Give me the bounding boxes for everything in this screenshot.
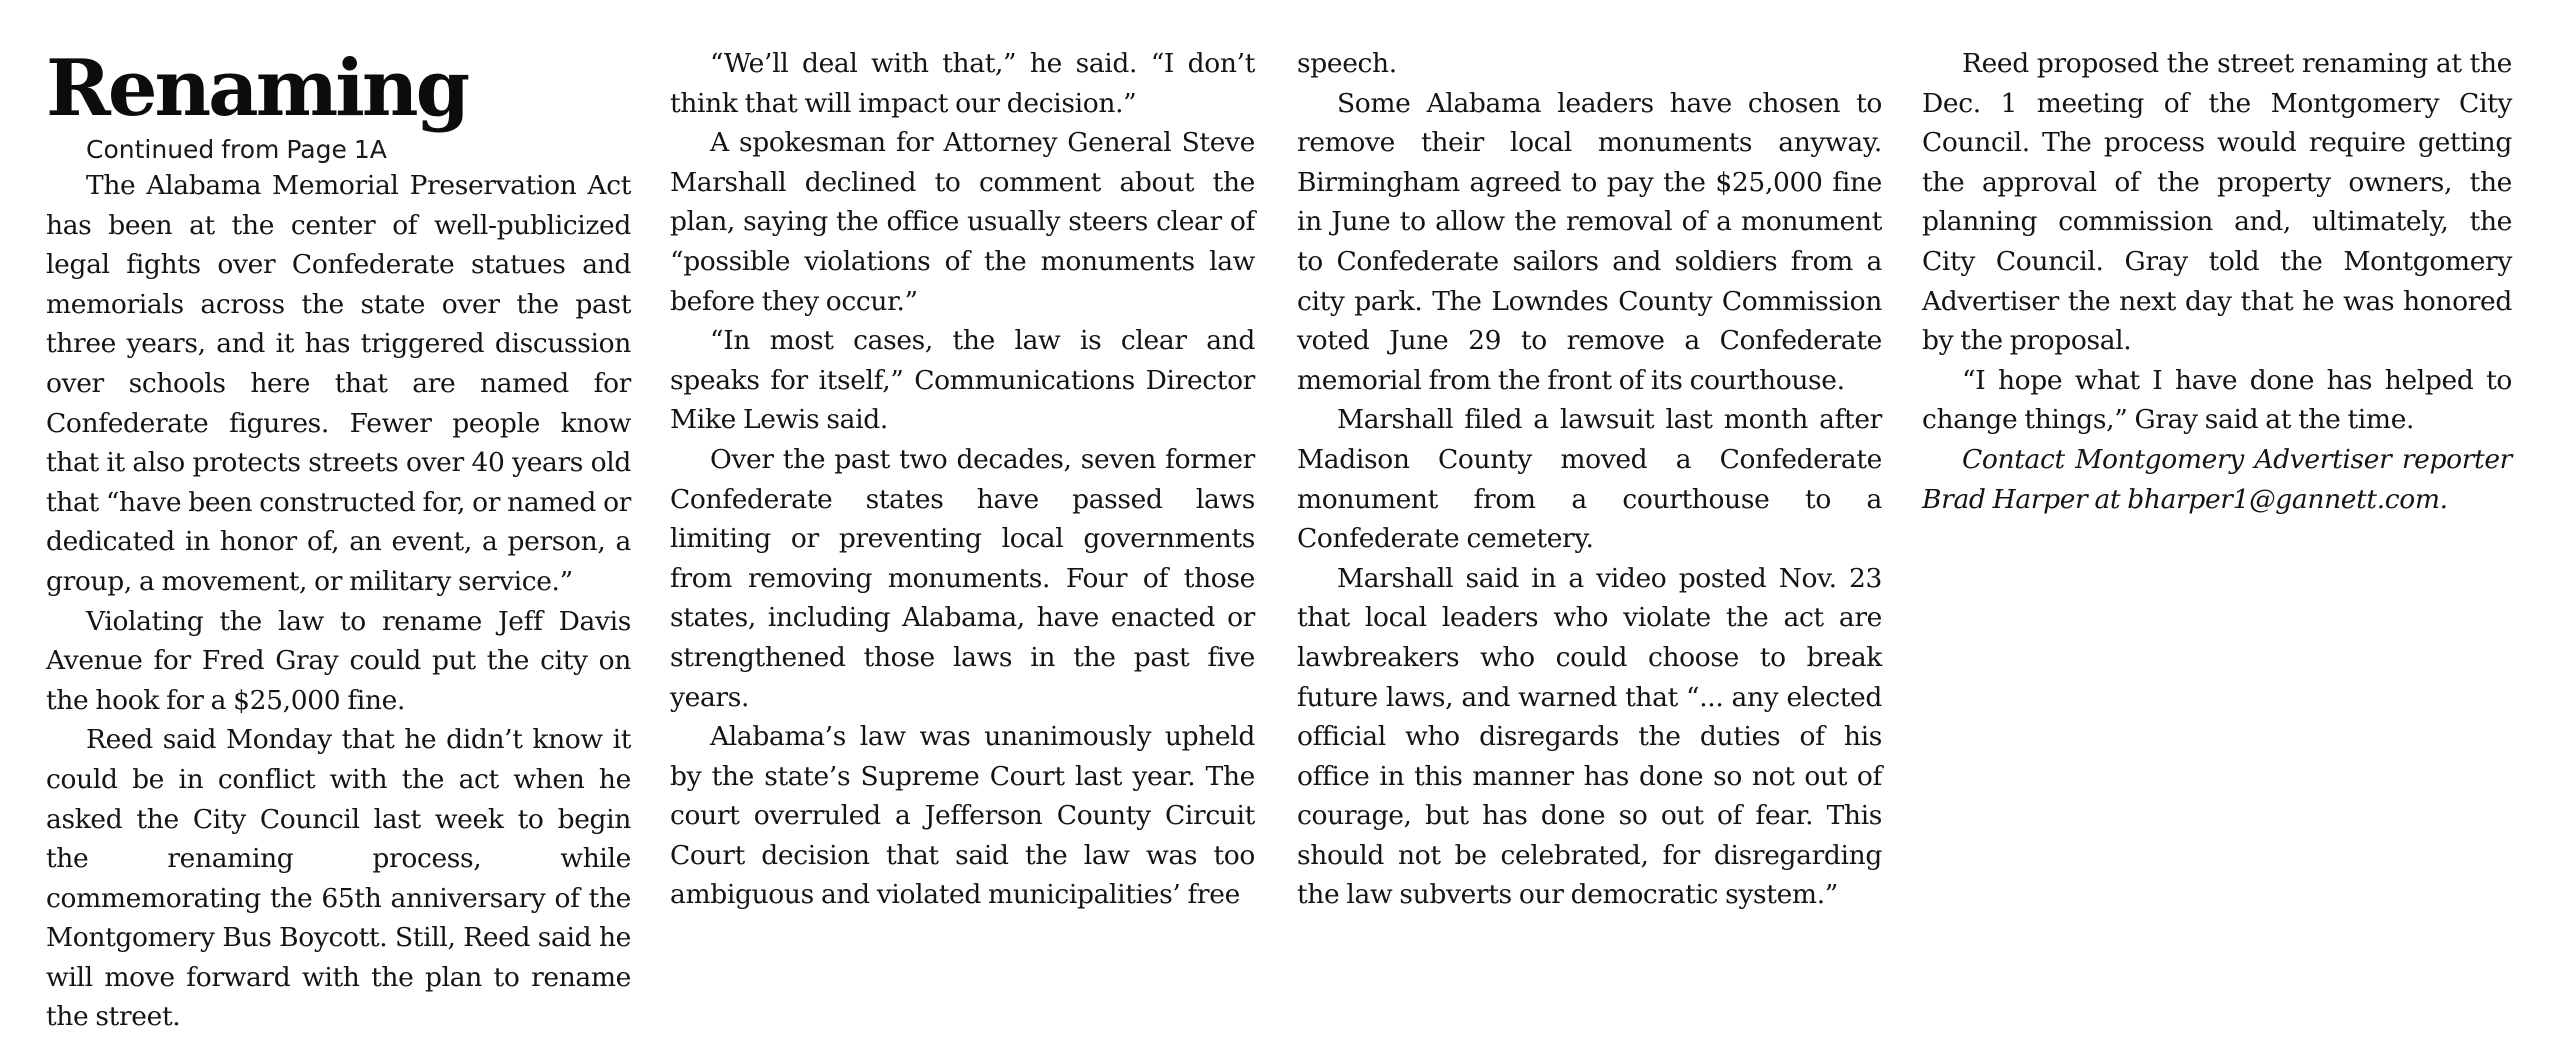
paragraph: Marshall filed a lawsuit last month after Madison County moved a Confederate monument from a courthouse to a Confederate cemetery. <box>1297 404 1882 555</box>
paragraph: A spokesman for Attorney General Steve Marshall declined to comment about the plan, saying the office usually steers clear of “possible violations of the monuments law before they occur.” <box>670 127 1255 317</box>
paragraph: Alabama’s law was unanimously upheld by the state’s Supreme Court last year. The court overruled a Jefferson County Circuit Court decision that said the law was too ambiguous and violated municipalities’ free <box>670 721 1255 911</box>
paragraph: “In most cases, the law is clear and speaks for itself,” Communications Director Mike Lewis said. <box>670 325 1255 436</box>
article-column <box>1922 44 2512 519</box>
paragraph: The Alabama Memorial Preservation Act has been at the center of well-publicized legal fights over Confederate statues and memorials across the state over the past three years, and it has triggered discussion over schools here that are named for Confederate figures. Fewer people know that it also protects streets over 40 years old that “have been constructed for, or named or dedicated in honor of, an event, a person, a group, a movement, or military service.” <box>46 170 632 597</box>
paragraph: “We’ll deal with that,” he said. “I don’t think that will impact our decision.” <box>670 48 1255 119</box>
headline: Renaming <box>46 43 468 134</box>
contact-line: Contact Montgomery Advertiser reporter Brad Harper at bharper1@gannett.com. <box>1922 443 2512 515</box>
article-column <box>1297 44 1882 915</box>
continued-line: Continued from Page 1A <box>86 135 387 164</box>
paragraph: Over the past two decades, seven former Confederate states have passed laws limiting or preventing local governments from removing monuments. Four of those states, including Alabama, have enacted or strengthened those laws in the past five years. <box>670 443 1255 713</box>
paragraph: “I hope what I have done has helped to change things,” Gray said at the time. <box>1922 364 2512 436</box>
paragraph: Some Alabama leaders have chosen to remove their local monuments anyway. Birmingham agreed to pay the $25,000 fine in June to allow the removal of a monument to Confederate sailors and soldiers from a city park. The Lowndes County Commission voted June 29 to remove a Confederate memorial from the front of its courthouse. <box>1297 87 1882 396</box>
paragraph: Marshall said in a video posted Nov. 23 that local leaders who violate the act are lawbreakers who could choose to break future laws, and warned that “... any elected official who disregards the duties of his office in this manner has done so not out of courage, but has done so out of fear. This should not be celebrated, for disregarding the law subverts our democratic system.” <box>1297 562 1882 911</box>
article-page <box>46 43 2516 1033</box>
paragraph: Reed proposed the street renaming at the Dec. 1 meeting of the Montgomery City Council. The process would require getting the approval of the property owners, the planning commission and, ultimately, the City Council. Gray told the Montgomery Advertiser the next day that he was honored by the proposal. <box>1922 48 2512 357</box>
paragraph: speech. <box>1297 48 1397 79</box>
article-column <box>46 44 631 1037</box>
paragraph: Reed said Monday that he didn’t know it could be in conflict with the act when he asked the City Council last week to begin the renaming process, while commemorating the 65th anniversary of the Montgomery Bus Boycott. Still, Reed said he will move forward with the plan to rename the street. <box>46 724 631 1033</box>
paragraph: Violating the law to rename Jeff Davis Avenue for Fred Gray could put the city on the hook for a $25,000 fine. <box>46 605 631 716</box>
article-column <box>670 44 1255 915</box>
